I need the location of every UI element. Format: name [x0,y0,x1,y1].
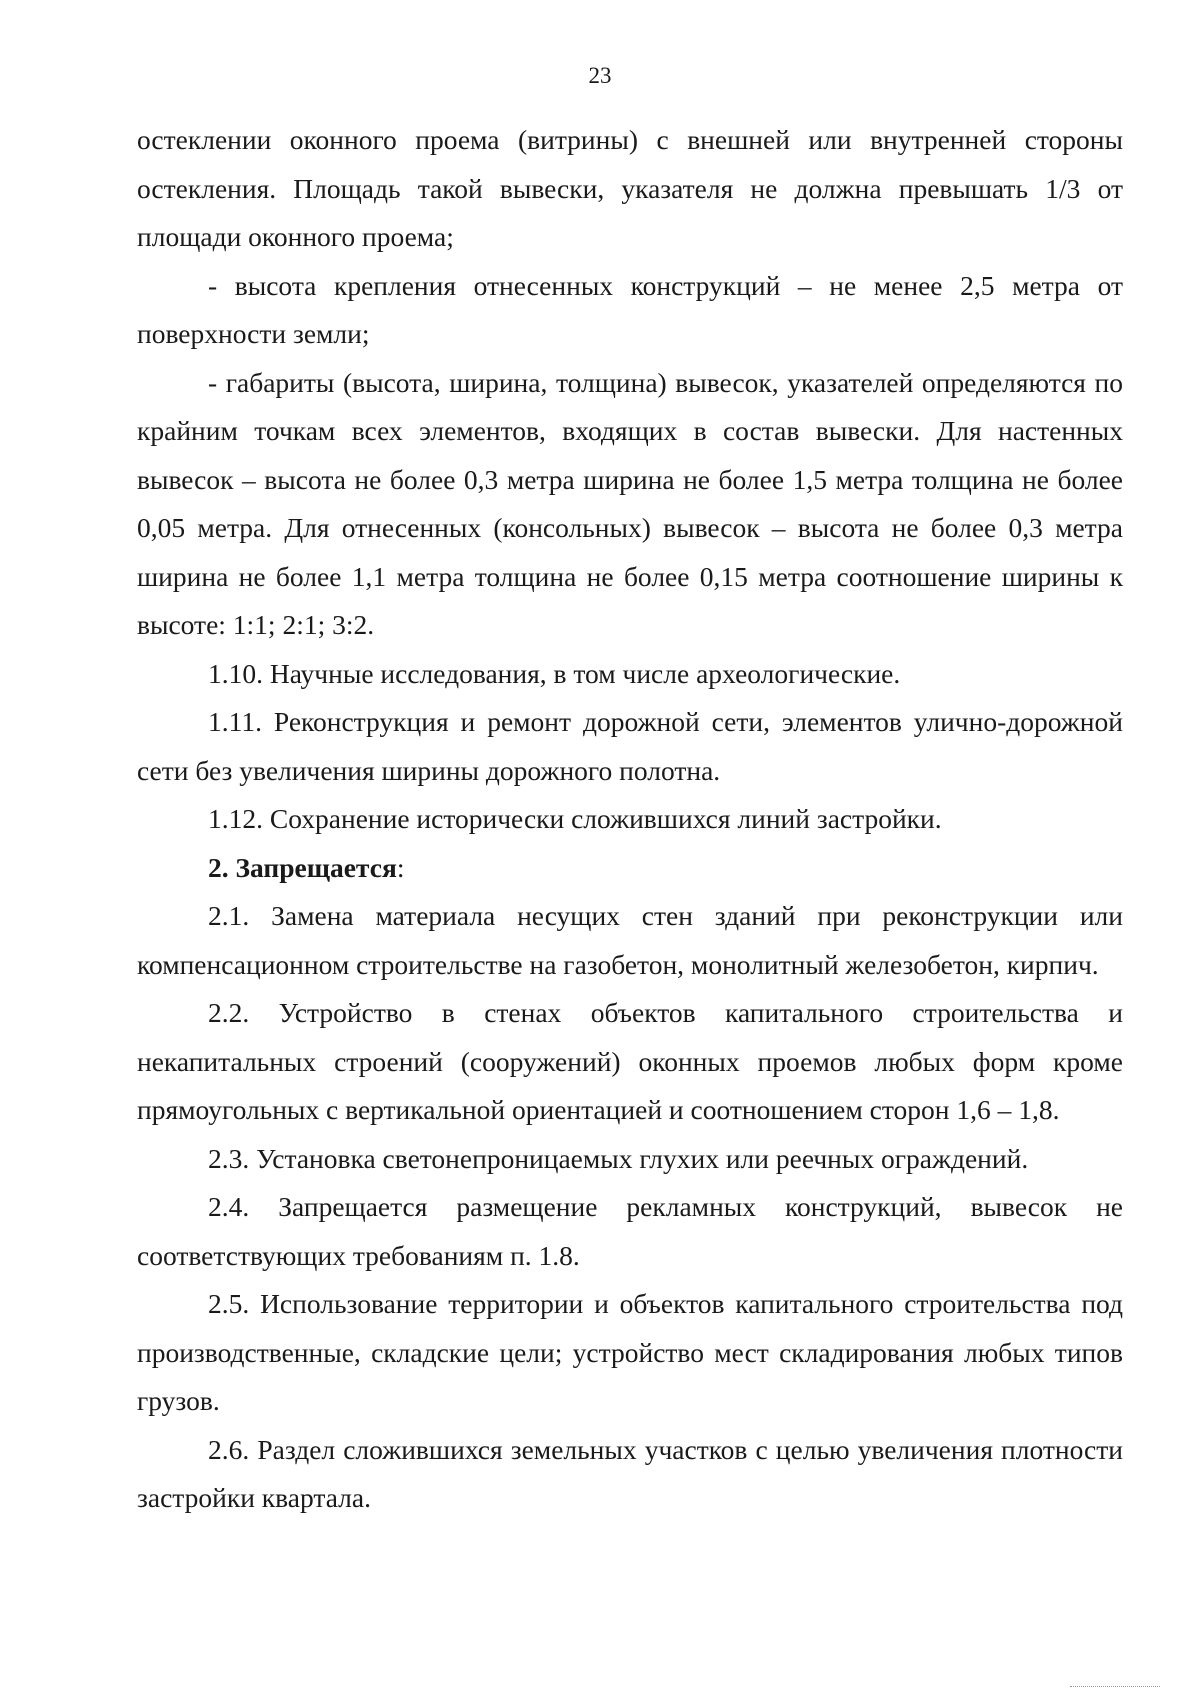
paragraph-item-2-1: 2.1. Замена материала несущих стен зданий при реконструкции или компенсационном строительстве на газобетон, монолитный железобетон, кирпич. [137,900,1123,980]
paragraph-mount-height: - высота крепления отнесенных конструкций – не менее 2,5 метра от поверхности земли; [137,269,1123,349]
paragraph-item-2-6: 2.6. Раздел сложившихся земельных участков с целью увеличения плотности застройки квартала. [137,1433,1123,1513]
section-heading-prohibited [137,844,1123,893]
paragraph-sign-dimensions: - габариты (высота, ширина, толщина) вывесок, указателей определяются по крайним точкам всех элементов, входящих в состав вывески. Для настенных вывесок – высота не более 0,3 метра ширина не более 1,5 метра толщина не более 0,05 метра. Для отнесенных (консольных) вывесок – высота не более 0,3 метра ширина не более 1,1 метра толщина не более 0,15 метра соотношение ширины к высоте: 1:1; 2:1; 3:2. [137,366,1123,640]
paragraph-item-2-3: 2.3. Установка светонепроницаемых глухих или реечных ограждений. [208,1142,1029,1174]
scan-edge-mark [1070,1686,1160,1690]
paragraph-item-1-12: 1.12. Сохранение исторически сложившихся линий застройки. [208,803,942,834]
paragraph-item-2-5: 2.5. Использование территории и объектов капитального строительства под производственные, складские цели; устройство мест складирования любых типов грузов. [137,1288,1123,1416]
paragraph-item-2-4: 2.4. Запрещается размещение рекламных конструкций, вывесок не соответствующих требованиям п. 1.8. [137,1191,1123,1271]
section-heading-title: 2. Запрещается [208,851,397,883]
paragraph-window-sign-area: остеклении оконного проема (витрины) с внешней или внутренней стороны остекления. Площадь такой вывески, указателя не должна превышать 1/3 от площади оконного проема; [137,124,1123,252]
page-number: 23 [588,63,612,88]
paragraph-item-1-11: 1.11. Реконструкция и ремонт дорожной сети, элементов улично-дорожной сети без увеличения ширины дорожного полотна. [137,706,1123,786]
document-body [137,116,1123,1523]
paragraph-item-1-10: 1.10. Научные исследования, в том числе археологические. [208,657,901,689]
section-heading-colon: : [396,851,405,883]
paragraph-item-2-2: 2.2. Устройство в стенах объектов капитального строительства и некапитальных строений (сооружений) оконных проемов любых форм кроме прямоугольных с вертикальной ориентацией и соотношением сторон 1,6 – 1,8. [137,997,1123,1125]
